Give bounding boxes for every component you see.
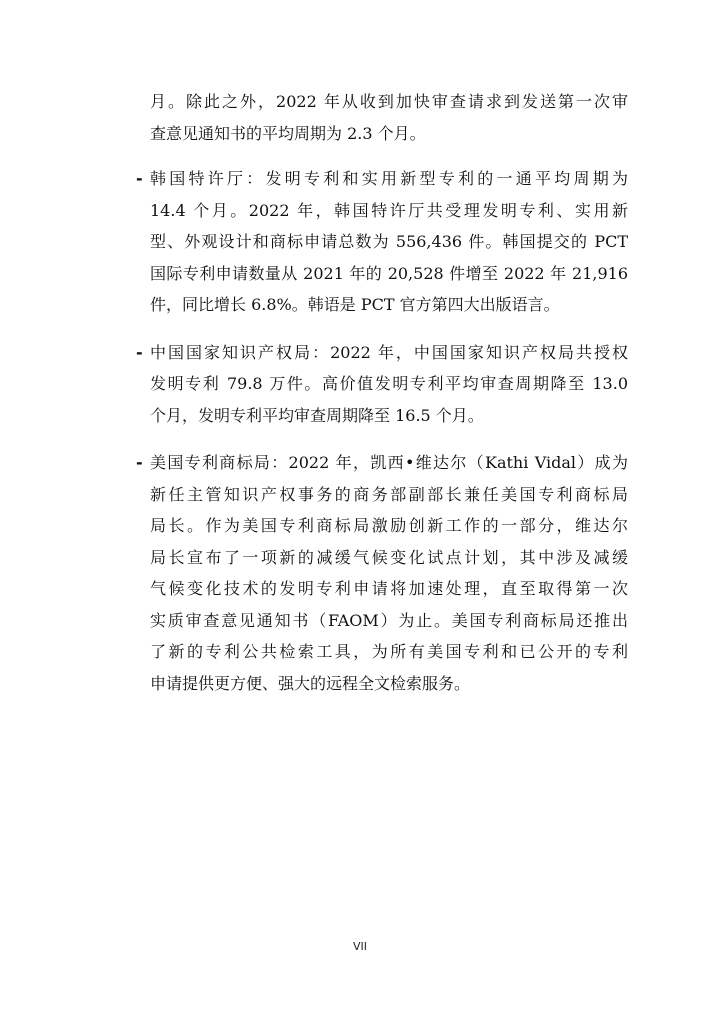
text-line: 月。除此之外，2022 年从收到加快审查请求到发送第一次审 bbox=[150, 92, 628, 111]
text-line: 了新的专利公共检索工具，为所有美国专利和已公开的专利 bbox=[150, 642, 628, 661]
text-line: 申请提供更方便、强大的远程全文检索服务。 bbox=[150, 673, 471, 693]
bullet-cnipa bbox=[136, 337, 628, 432]
continuation-paragraph bbox=[150, 86, 628, 149]
text-line: 个月，发明专利平均审查周期降至 16.5 个月。 bbox=[150, 405, 484, 425]
bullet-dash: - bbox=[136, 169, 143, 188]
text-line: 国际专利申请数量从 2021 年的 20,528 件增至 2022 年 21,916 bbox=[150, 263, 628, 283]
text-line: 中国国家知识产权局：2022 年，中国国家知识产权局共授权 bbox=[150, 342, 628, 362]
page-number: VII bbox=[352, 940, 367, 953]
text-line: 韩国特许厅：发明专利和实用新型专利的一通平均周期为 bbox=[150, 169, 628, 188]
text-line: 气候变化技术的发明专利申请将加速处理，直至取得第一次 bbox=[150, 579, 628, 598]
text-line: 件，同比增长 6.8%。韩语是 PCT 官方第四大出版语言。 bbox=[150, 295, 560, 314]
bullet-korea-ipo bbox=[136, 163, 628, 321]
bullet-uspto bbox=[136, 447, 628, 699]
text-line: 14.4 个月。2022 年，韩国特许厅共受理发明专利、实用新 bbox=[150, 200, 628, 220]
bullet-dash: - bbox=[136, 453, 143, 472]
text-line: 型、外观设计和商标申请总数为 556,436 件。韩国提交的 PCT bbox=[150, 232, 628, 251]
text-line: 查意见通知书的平均周期为 2.3 个月。 bbox=[150, 123, 426, 143]
text-line: 新任主管知识产权事务的商务部副部长兼任美国专利商标局 bbox=[150, 484, 628, 504]
bullet-dash: - bbox=[136, 342, 143, 362]
text-line: 局长。作为美国专利商标局激励创新工作的一部分，维达尔 bbox=[150, 516, 628, 535]
text-line: 美国专利商标局：2022 年，凯西•维达尔（Kathi Vidal）成为 bbox=[150, 453, 628, 472]
text-line: 实质审查意见通知书（FAOM）为止。美国专利商标局还推出 bbox=[150, 610, 628, 630]
text-line: 局长宣布了一项新的减缓气候变化试点计划，其中涉及减缓 bbox=[150, 547, 628, 567]
text-line: 发明专利 79.8 万件。高价值发明专利平均审查周期降至 13.0 bbox=[150, 374, 628, 393]
document-body bbox=[136, 86, 628, 715]
